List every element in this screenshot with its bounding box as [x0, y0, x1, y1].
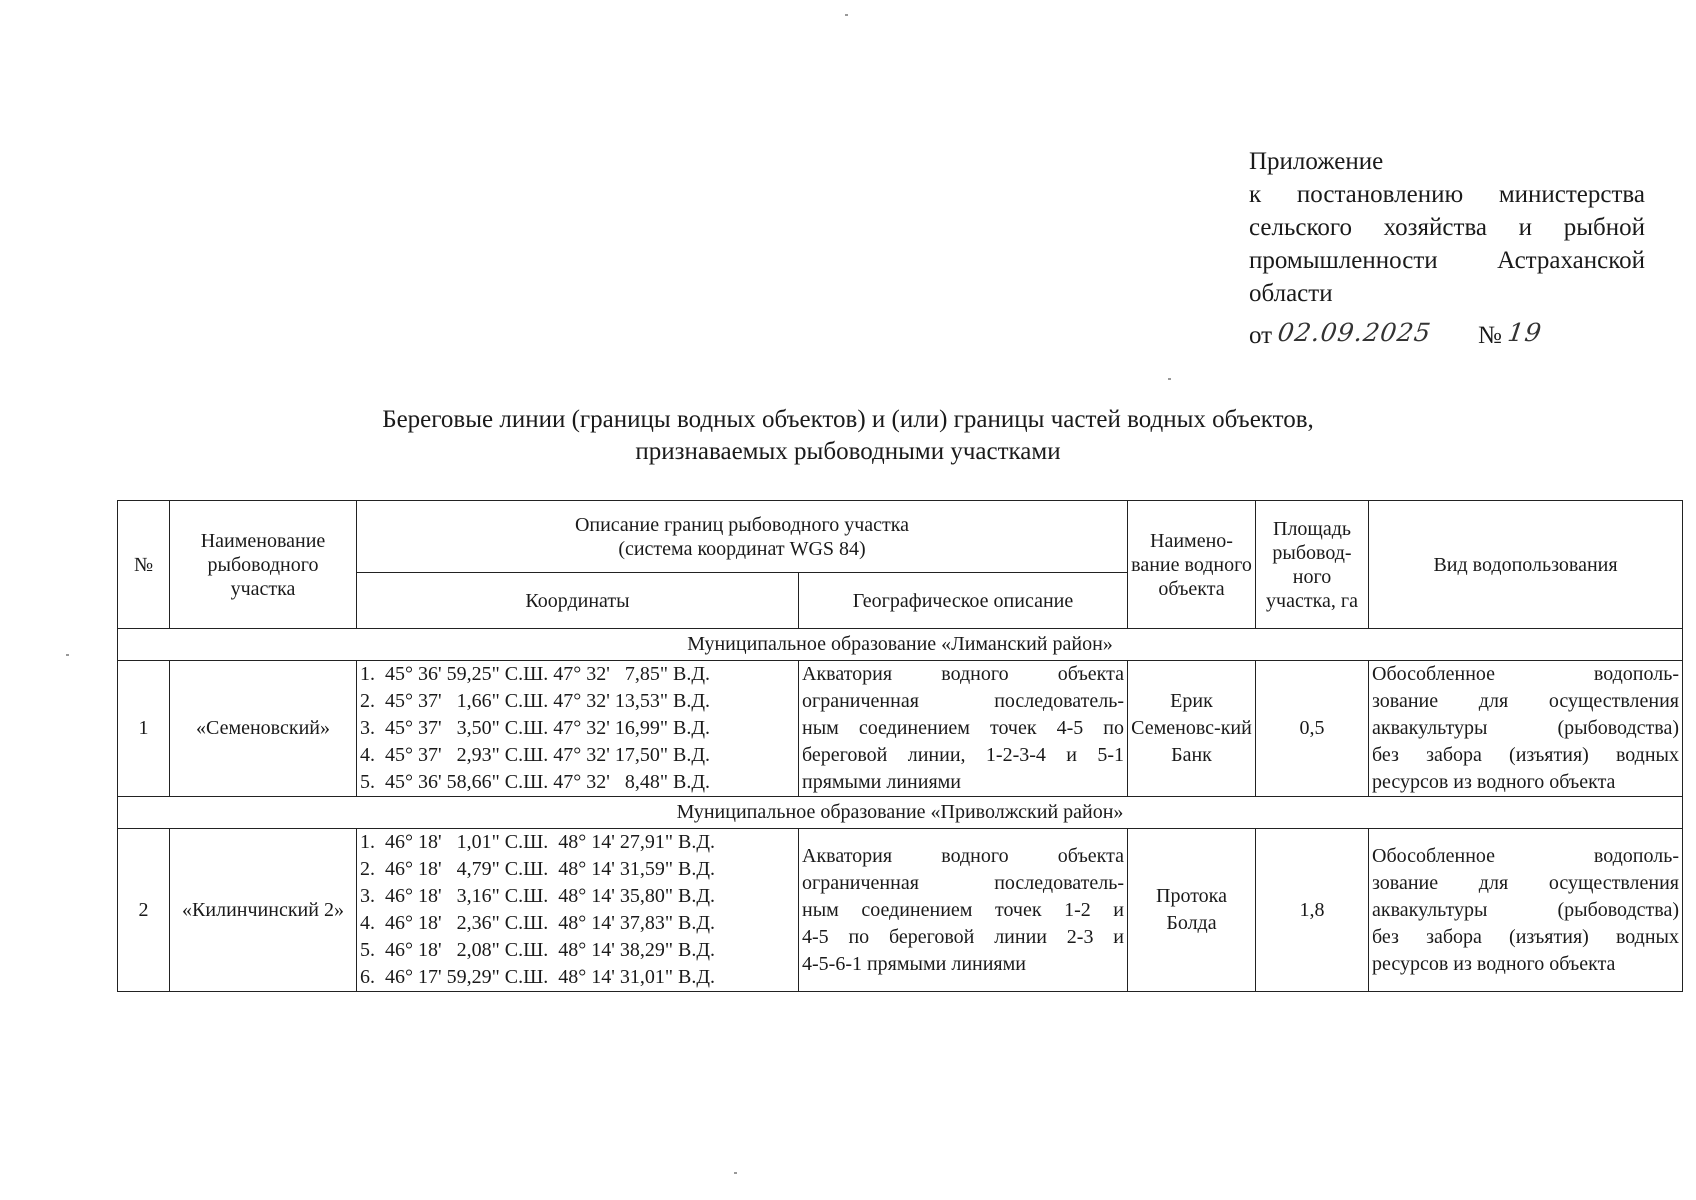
use-line: без забора (изъятия) водных [1372, 925, 1679, 948]
use-line: ресурсов из водного объекта [1372, 952, 1616, 975]
coord-line: 1. 45° 36' 59,25" С.Ш. 47° 32' 7,85" В.Д. [360, 663, 711, 685]
header-description [357, 501, 1128, 573]
row-num: 2 [118, 829, 170, 992]
table-row [118, 829, 1683, 992]
document-title [0, 404, 1696, 468]
header-geo: Географическое описание [799, 573, 1128, 629]
coord-line: 5. 46° 18' 2,08" С.Ш. 48° 14' 38,29" В.Д. [360, 939, 716, 961]
use-line: аквакультуры (рыбоводства) [1372, 898, 1679, 921]
geo-line: ным соединением точек 4-5 по [802, 717, 1124, 739]
geo-line: ограниченная последователь- [802, 690, 1124, 712]
row-geo [799, 829, 1128, 992]
row-name: «Килинчинский 2» [170, 829, 357, 992]
geo-line: ограниченная последователь- [802, 871, 1124, 894]
row-use-type [1369, 829, 1683, 992]
header-name: Наименование рыбоводного участка [170, 501, 357, 629]
use-line: без забора (изъятия) водных [1372, 744, 1679, 766]
row-water-object: Протока Болда [1128, 829, 1256, 992]
annex-line: области [1249, 280, 1333, 307]
scan-speck [66, 654, 69, 656]
annex-line: Приложение [1249, 148, 1384, 175]
header-description-subtitle: (система координат WGS 84) [618, 537, 866, 560]
handwritten-number: 19 [1506, 318, 1544, 347]
geo-line: 4-5-6-1 прямыми линиями [802, 952, 1026, 975]
title-line-1: Береговые линии (границы водных объектов) и (или) границы частей водных объектов, [382, 406, 1314, 433]
row-area: 0,5 [1256, 661, 1369, 797]
coord-line: 6. 46° 17' 59,29" С.Ш. 48° 14' 31,01" В.Д. [360, 966, 716, 988]
geo-line: береговой линии, 1-2-3-4 и 5-1 [802, 744, 1124, 766]
coord-line: 3. 45° 37' 3,50" С.Ш. 47° 32' 16,99" В.Д. [360, 717, 711, 739]
coord-line: 4. 45° 37' 2,93" С.Ш. 47° 32' 17,50" В.Д. [360, 744, 711, 766]
header-num: № [118, 501, 170, 629]
geo-line: ным соединением точек 1-2 и [802, 898, 1124, 921]
fish-farming-areas-table [117, 500, 1683, 992]
scan-speck [734, 1172, 737, 1174]
coord-line: 4. 46° 18' 2,36" С.Ш. 48° 14' 37,83" В.Д. [360, 912, 716, 934]
use-line: зование для осуществления [1372, 690, 1679, 712]
row-water-object: Ерик Семеновс-кий Банк [1128, 661, 1256, 797]
row-geo [799, 661, 1128, 797]
header-use-type: Вид водопользования [1369, 501, 1683, 629]
use-line: Обособленное водополь- [1372, 663, 1679, 685]
use-line: аквакультуры (рыбоводства) [1372, 717, 1679, 739]
header-area: Площадь рыбовод-ного участка, га [1256, 501, 1369, 629]
table-row [118, 661, 1683, 797]
coord-line: 2. 45° 37' 1,66" С.Ш. 47° 32' 13,53" В.Д. [360, 690, 711, 712]
coord-line: 2. 46° 18' 4,79" С.Ш. 48° 14' 31,59" В.Д. [360, 858, 716, 880]
scan-speck [845, 14, 848, 16]
date-prefix: от [1249, 322, 1273, 349]
row-area: 1,8 [1256, 829, 1369, 992]
title-line-2: признаваемых рыбоводными участками [635, 438, 1061, 465]
handwritten-date: 02.09.2025 [1276, 318, 1434, 347]
annex-line: сельского хозяйства и рыбной [1249, 214, 1645, 241]
row-coords [357, 661, 799, 797]
use-line: зование для осуществления [1372, 871, 1679, 894]
coord-line: 3. 46° 18' 3,16" С.Ш. 48° 14' 35,80" В.Д. [360, 885, 716, 907]
annex-line: к постановлению министерства [1249, 181, 1645, 208]
coord-line: 1. 46° 18' 1,01" С.Ш. 48° 14' 27,91" В.Д. [360, 831, 716, 853]
use-line: Обособленное водополь- [1372, 844, 1679, 867]
row-name: «Семеновский» [170, 661, 357, 797]
row-use-type [1369, 661, 1683, 797]
header-coords: Координаты [357, 573, 799, 629]
municipality-row: Муниципальное образование «Приволжский район» [118, 797, 1683, 829]
row-num: 1 [118, 661, 170, 797]
header-water-object: Наимено-вание водного объекта [1128, 501, 1256, 629]
annex-block [1249, 145, 1645, 352]
annex-date-line [1249, 316, 1645, 352]
scan-speck [1168, 378, 1171, 380]
geo-line: прямыми линиями [802, 771, 962, 793]
geo-line: 4-5 по береговой линии 2-3 и [802, 925, 1124, 948]
number-prefix: № [1478, 322, 1502, 349]
geo-line: Акватория водного объекта [802, 663, 1124, 685]
geo-line: Акватория водного объекта [802, 844, 1124, 867]
use-line: ресурсов из водного объекта [1372, 771, 1616, 793]
row-coords [357, 829, 799, 992]
annex-line: промышленности Астраханской [1249, 247, 1645, 274]
header-description-title: Описание границ рыбоводного участка [574, 513, 910, 536]
coord-line: 5. 45° 36' 58,66" С.Ш. 47° 32' 8,48" В.Д. [360, 771, 711, 793]
municipality-row: Муниципальное образование «Лиманский район» [118, 629, 1683, 661]
